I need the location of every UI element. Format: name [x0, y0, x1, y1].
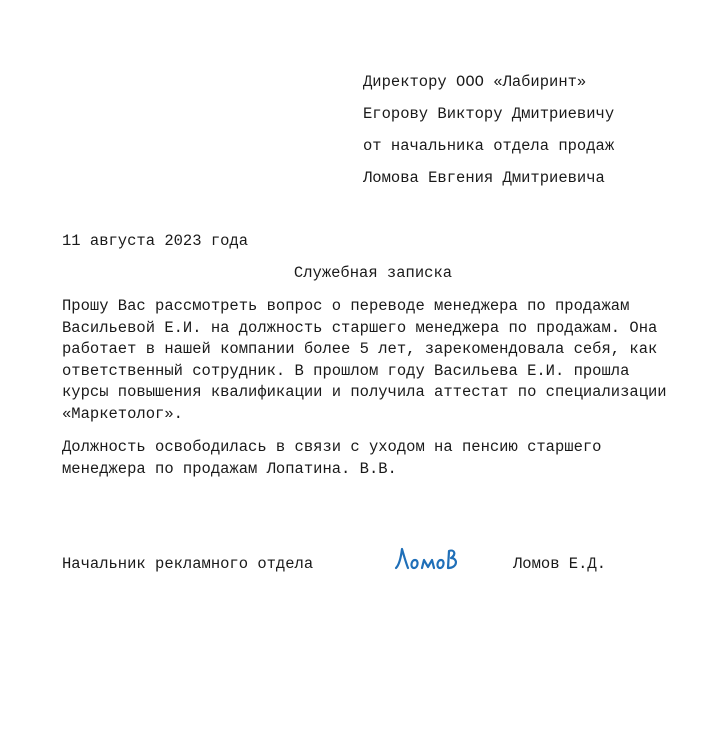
sender-line-position: от начальника отдела продаж: [363, 137, 615, 155]
handwritten-signature: [392, 543, 464, 577]
body-paragraph-2: Должность освободилась в связи с уходом на пенсию старшего менеджера по продажам Лопатина. В.В.: [62, 438, 602, 478]
signature-name: Ломов Е.Д.: [513, 555, 607, 573]
addressee-line-name: Егорову Виктору Дмитриевичу: [363, 105, 615, 123]
addressee-block: [363, 72, 703, 200]
memo-date: 11 августа 2023 года: [62, 232, 249, 250]
addressee-line-director: Директору ООО «Лабиринт»: [363, 73, 587, 91]
body-paragraph-1: Прошу Вас рассмотреть вопрос о переводе менеджера по продажам Васильевой Е.И. на должность старшего менеджера по продажам. Она работает в нашей компании более 5 лет, зарекомендовала себя, как ответственный сотрудник. В прошлом году Васильева Е.И. прошла курсы повышения квалификации и получила аттестат по специализации «Маркетолог».: [62, 297, 667, 423]
signature-position: Начальник рекламного отдела: [62, 555, 314, 573]
sender-line-name: Ломова Евгения Дмитриевича: [363, 169, 605, 187]
memo-body: [62, 296, 684, 492]
memo-title: Служебная записка: [293, 264, 453, 282]
signature-row: [62, 543, 684, 583]
